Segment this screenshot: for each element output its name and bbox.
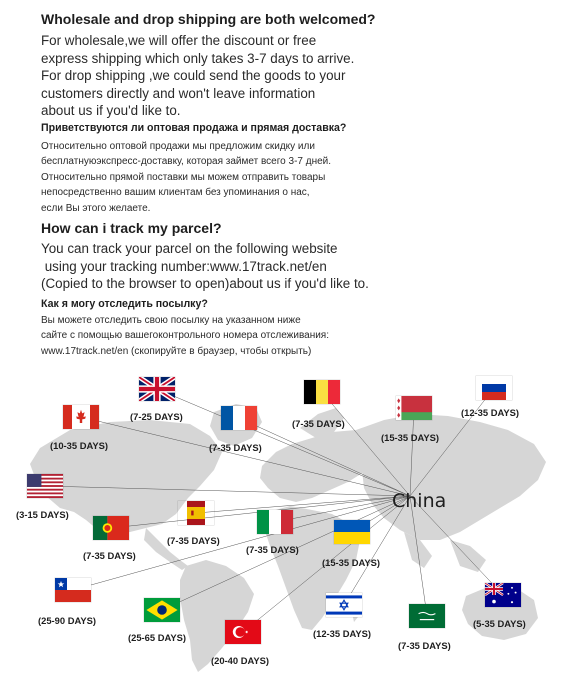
wholesale-line-ru: Относительно прямой поставки мы можем отправить товары (41, 171, 326, 183)
wholesale-line-en: about us if you'd like to. (41, 103, 181, 119)
israel-flag (326, 593, 362, 617)
italy-days-label: (7-35 DAYS) (246, 544, 299, 555)
chile-days-label: (25-90 DAYS) (38, 615, 97, 626)
portugal-days-label: (7-35 DAYS) (83, 550, 136, 561)
canada-flag (63, 405, 99, 429)
uk-days-label: (7-25 DAYS) (130, 411, 183, 422)
wholesale-line-en: For wholesale,we will offer the discount or free (41, 33, 317, 48)
ukraine-flag (334, 520, 370, 544)
track-line-ru: Вы можете отследить свою посылку на указанном ниже (41, 315, 301, 326)
usa-days-label: (3-15 DAYS) (16, 509, 69, 520)
track-line-en: (Copied to the browser to open)about us if you'd like to. (41, 276, 369, 292)
canada-days-label: (10-35 DAYS) (50, 440, 109, 451)
brazil-days-label: (25-65 DAYS) (128, 632, 187, 643)
france-days-label: (7-35 DAYS) (209, 442, 262, 453)
belgium-days-label: (7-35 DAYS) (292, 418, 345, 429)
wholesale-body-ru (41, 139, 331, 216)
track-line-ru: сайте с помощью вашегоконтрольного номера отслеживания: (41, 330, 330, 342)
france-flag (221, 406, 257, 430)
brazil-flag (144, 598, 180, 622)
wholesale-line-ru: Относительно оптовой продажи мы предложим скидку или (41, 141, 315, 152)
wholesale-line-ru: бесплатнуюэкспресс-доставку, которая займет всего 3-7 дней. (41, 156, 332, 168)
belarus-days-label: (15-35 DAYS) (381, 432, 440, 443)
track-line-en: You can track your parcel on the following website (41, 241, 338, 256)
track-line-ru: www.17track.net/en (скопируйте в браузер, чтобы открыть) (41, 345, 312, 357)
wholesale-line-ru: непосредственно вашим клиентам без упоминания о нас, (41, 187, 310, 199)
turkey-days-label: (20-40 DAYS) (211, 655, 270, 666)
wholesale-line-ru: если Вы этого желаете. (41, 202, 151, 214)
track-body-ru (41, 313, 329, 359)
wholesale-line-en: customers directly and won't leave information (41, 85, 316, 101)
australia-days-label: (5-35 DAYS) (473, 618, 526, 629)
uk-flag (139, 377, 175, 401)
wholesale-body-en (41, 32, 354, 120)
belarus-flag (396, 396, 432, 420)
track-body-en (41, 240, 369, 293)
track-heading-ru: Как я могу отследить посылку? (41, 298, 208, 310)
saudi-arabia-days-label: (7-35 DAYS) (398, 640, 451, 651)
usa-flag (27, 474, 63, 498)
spain-flag (178, 501, 214, 525)
australia-flag (485, 583, 521, 607)
wholesale-heading-en: Wholesale and drop shipping are both welcomed? (41, 11, 376, 27)
wholesale-line-en: For drop shipping ,we could send the goods to your (41, 68, 346, 84)
turkey-flag (225, 620, 261, 644)
russia-flag (476, 376, 512, 400)
track-line-en: using your tracking number:www.17track.net/en (41, 258, 327, 274)
israel-days-label: (12-35 DAYS) (313, 628, 372, 639)
belgium-flag (304, 380, 340, 404)
china-hub-label: China (392, 490, 447, 512)
italy-flag (257, 510, 293, 534)
russia-days-label: (12-35 DAYS) (461, 407, 520, 418)
wholesale-heading-ru: Приветствуются ли оптовая продажа и прямая доставка? (41, 122, 347, 134)
portugal-flag (93, 516, 129, 540)
chile-flag (55, 578, 91, 602)
ukraine-days-label: (15-35 DAYS) (322, 557, 381, 568)
track-heading-en: How can i track my parcel? (41, 220, 222, 236)
wholesale-line-en: express shipping which only takes 3-7 days to arrive. (41, 50, 355, 66)
saudi-arabia-flag (409, 604, 445, 628)
spain-days-label: (7-35 DAYS) (167, 535, 220, 546)
